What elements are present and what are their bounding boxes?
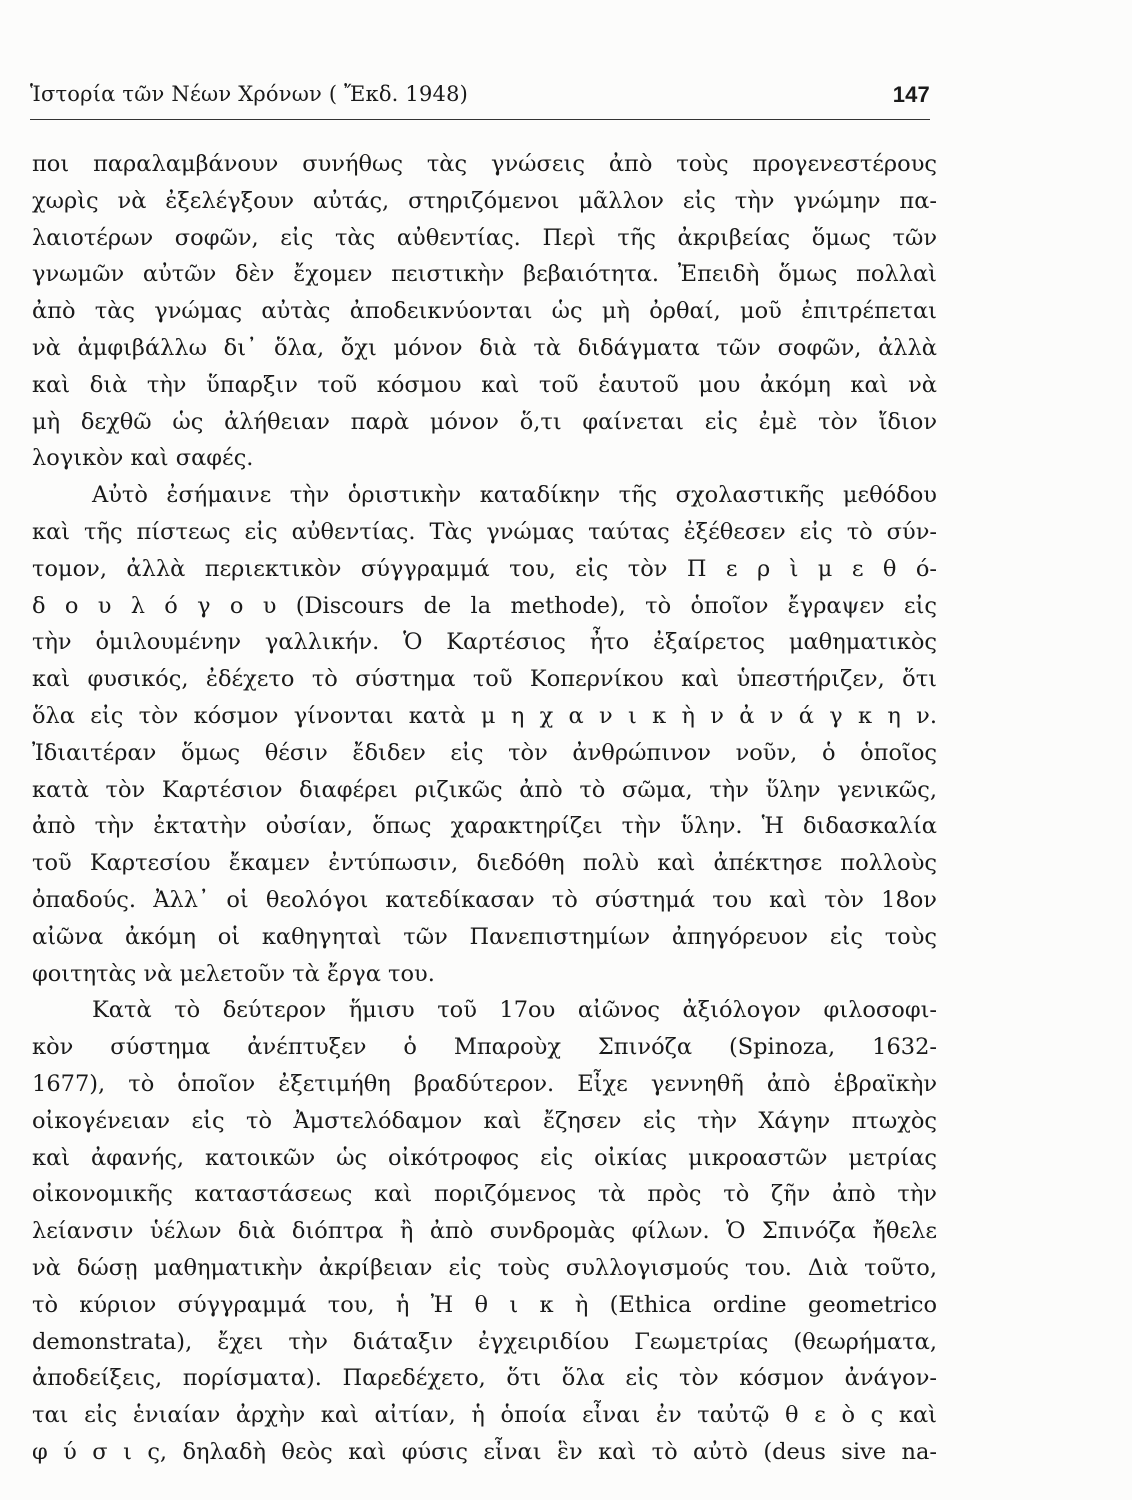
text-line: λείανσιν ὑέλων διὰ διόπτρα ἢ ἀπὸ συνδρομὰς φίλων. Ὁ Σπινόζα ἤθελε: [32, 1218, 937, 1245]
paragraph-start-line: Κατὰ τὸ δεύτερον ἥμισυ τοῦ 17ου αἰῶνος ἀξιόλογον φιλοσοφι-: [92, 997, 937, 1024]
text-line: καὶ φυσικός, ἐδέχετο τὸ σύστημα τοῦ Κοπερνίκου καὶ ὑπεστήριζεν, ὅτι: [32, 666, 937, 693]
text-line: καὶ διὰ τὴν ὕπαρξιν τοῦ κόσμου καὶ τοῦ ἑαυτοῦ μου ἀκόμη καὶ νὰ: [32, 371, 937, 398]
text-line: 1677), τὸ ὁποῖον ἐξετιμήθη βραδύτερον. Εἶχε γεννηθῆ ἀπὸ ἑβραϊκὴν: [32, 1070, 937, 1097]
text-line: χωρὶς νὰ ἐξελέγξουν αὐτάς, στηριζόμενοι μᾶλλον εἰς τὴν γνώμην πα-: [32, 187, 937, 214]
text-line: κατὰ τὸν Καρτέσιον διαφέρει ριζικῶς ἀπὸ τὸ σῶμα, τὴν ὕλην γενικῶς,: [32, 776, 937, 803]
text-line: demonstrata), ἔχει τὴν διάταξιν ἐγχειριδίου Γεωμετρίας (θεωρήματα,: [32, 1328, 937, 1355]
text-line: μὴ δεχθῶ ὡς ἀλήθειαν παρὰ μόνον ὅ,τι φαίνεται εἰς ἐμὲ τὸν ἴδιον: [32, 408, 937, 435]
text-line: καὶ ἀφανής, κατοικῶν ὡς οἰκότροφος εἰς οἰκίας μικροαστῶν μετρίας: [32, 1144, 937, 1171]
body-text: [32, 146, 937, 1471]
text-line: ὅλα εἰς τὸν κόσμον γίνονται κατὰ μ η χ α ν ι κ ὴ ν ἀ ν ά γ κ η ν.: [32, 702, 937, 729]
text-line: φ ύ σ ι ς, δηλαδὴ θεὸς καὶ φύσις εἶναι ἓν καὶ τὸ αὐτὸ (deus sive na-: [32, 1438, 937, 1465]
text-line: αἰῶνα ἀκόμη οἱ καθηγηταὶ τῶν Πανεπιστημίων ἀπηγόρευον εἰς τοὺς: [32, 923, 937, 950]
text-line: οἰκογένειαν εἰς τὸ Ἀμστελόδαμον καὶ ἔζησεν εἰς τὴν Χάγην πτωχὸς: [32, 1107, 937, 1134]
text-line: τὴν ὁμιλουμένην γαλλικήν. Ὁ Καρτέσιος ἦτο ἐξαίρετος μαθηματικὸς: [32, 629, 937, 656]
text-line: κὸν σύστημα ἀνέπτυξεν ὁ Μπαροὺχ Σπινόζα (Spinoza, 1632-: [32, 1034, 937, 1061]
text-line: ὀπαδούς. Ἀλλ᾽ οἱ θεολόγοι κατεδίκασαν τὸ σύστημά του καὶ τὸν 18ον: [32, 886, 937, 913]
text-line: δ ο υ λ ό γ ο υ (Discours de la methode), τὸ ὁποῖον ἔγραψεν εἰς: [32, 592, 937, 619]
page-number: 147: [892, 82, 930, 107]
text-line: ται εἰς ἑνιαίαν ἀρχὴν καὶ αἰτίαν, ἡ ὁποία εἶναι ἐν ταὐτῷ θ ε ὸ ς καὶ: [32, 1402, 937, 1429]
text-line: λαιοτέρων σοφῶν, εἰς τὰς αὐθεντίας. Περὶ τῆς ἀκριβείας ὅμως τῶν: [32, 224, 937, 251]
text-line: φοιτητὰς νὰ μελετοῦν τὰ ἔργα του.: [32, 960, 435, 987]
text-line: νὰ ἀμφιβάλλω δι᾽ ὅλα, ὄχι μόνον διὰ τὰ διδάγματα τῶν σοφῶν, ἀλλὰ: [32, 334, 937, 361]
text-line: λογικὸν καὶ σαφές.: [32, 445, 254, 472]
text-line: ἀπὸ τὴν ἐκτατὴν οὐσίαν, ὅπως χαρακτηρίζει τὴν ὕλην. Ἡ διδασκαλία: [32, 813, 937, 840]
text-line: ποι παραλαμβάνουν συνήθως τὰς γνώσεις ἀπὸ τοὺς προγενεστέρους: [32, 151, 937, 177]
text-line: γνωμῶν αὐτῶν δὲν ἔχομεν πειστικὴν βεβαιότητα. Ἐπειδὴ ὅμως πολλαὶ: [32, 261, 937, 288]
running-title: Ἱστορία τῶν Νέων Χρόνων ( Ἔκδ. 1948): [30, 82, 469, 106]
header-rule: [30, 119, 930, 120]
text-line: τὸ κύριον σύγγραμμά του, ἡ Ἠ θ ι κ ὴ (Ethica ordine geometrico: [32, 1291, 937, 1318]
text-line: τοῦ Καρτεσίου ἔκαμεν ἐντύπωσιν, διεδόθη πολὺ καὶ ἀπέκτησε πολλοὺς: [32, 850, 937, 877]
text-line: Ἰδιαιτέραν ὅμως θέσιν ἔδιδεν εἰς τὸν ἀνθρώπινον νοῦν, ὁ ὁποῖος: [32, 739, 937, 766]
text-line: τομον, ἀλλὰ περιεκτικὸν σύγγραμμά του, εἰς τὸν Π ε ρ ὶ μ ε θ ό-: [32, 555, 937, 582]
text-line: νὰ δώσῃ μαθηματικὴν ἀκρίβειαν εἰς τοὺς συλλογισμούς του. Διὰ τοῦτο,: [32, 1254, 937, 1281]
text-line: οἰκονομικῆς καταστάσεως καὶ ποριζόμενος τὰ πρὸς τὸ ζῆν ἀπὸ τὴν: [32, 1181, 937, 1208]
running-header: [30, 82, 930, 112]
text-line: καὶ τῆς πίστεως εἰς αὐθεντίας. Τὰς γνώμας ταύτας ἐξέθεσεν εἰς τὸ σύν-: [32, 518, 937, 545]
paragraph-start-line: Αὐτὸ ἐσήμαινε τὴν ὁριστικὴν καταδίκην τῆς σχολαστικῆς μεθόδου: [92, 482, 937, 509]
text-line: ἀποδείξεις, πορίσματα). Παρεδέχετο, ὅτι ὅλα εἰς τὸν κόσμον ἀνάγον-: [32, 1365, 937, 1392]
text-line: ἀπὸ τὰς γνώμας αὐτὰς ἀποδεικνύονται ὡς μὴ ὀρθαί, μοῦ ἐπιτρέπεται: [32, 298, 937, 325]
